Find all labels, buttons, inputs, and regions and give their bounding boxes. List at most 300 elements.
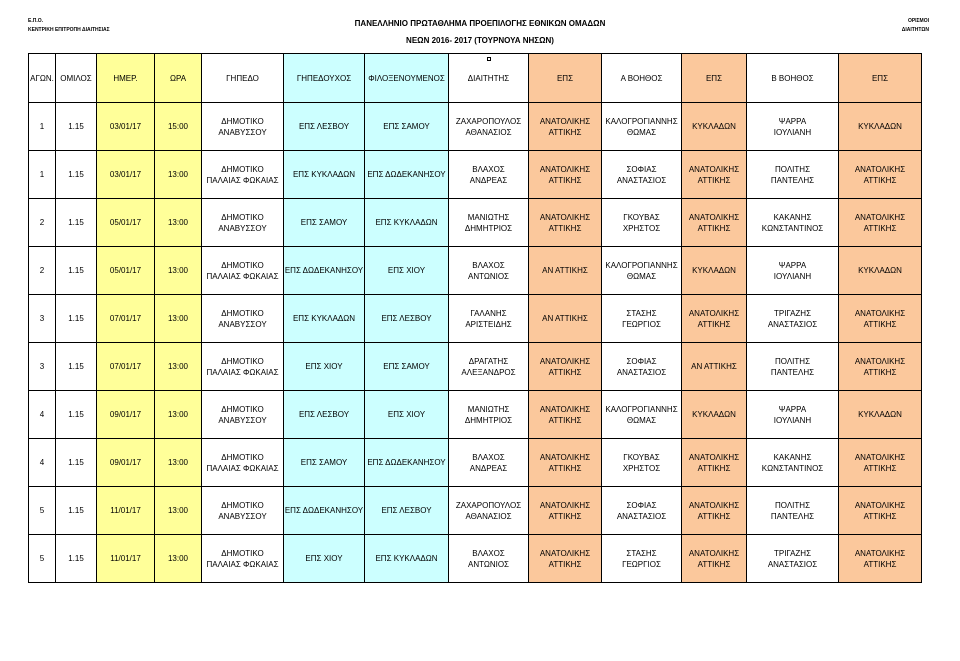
committee-name: ΚΕΝΤΡΙΚΗ ΕΠΙΤΡΟΠΗ ΔΙΑΙΤΗΣΙΑΣ [28, 27, 110, 33]
cell-referee-line: ΒΛΑΧΟΣ [472, 164, 505, 174]
cell-assistant-a-line: ΣΤΑΣΗΣ [626, 308, 657, 318]
cell-time: 13:00 [155, 247, 202, 295]
cell-eps-assistant-a-line: ΑΝ ΑΤΤΙΚΗΣ [691, 362, 737, 371]
cell-venue-line: ΑΝΑΒΥΣΣΟΥ [218, 511, 267, 521]
cell-eps-assistant-a-line: ΑΤΤΙΚΗΣ [697, 511, 731, 521]
cell-assistant-a-line: ΚΑΛΟΓΡΟΓΙΑΝΝΗΣ [605, 260, 678, 270]
cell-eps-referee-line: ΑΝΑΤΟΛΙΚΗΣ [539, 212, 591, 222]
cell-home-team-line: ΕΠΣ ΛΕΣΒΟΥ [298, 122, 350, 131]
cell-eps-assistant-b [839, 295, 922, 343]
cell-date: 03/01/17 [97, 151, 155, 199]
cell-eps-referee-line: ΑΤΤΙΚΗΣ [548, 415, 582, 425]
cell-referee-line: ΔΗΜΗΤΡΙΟΣ [464, 415, 513, 425]
cell-eps-assistant-b-line: ΚΥΚΛΑΔΩΝ [858, 122, 902, 131]
cell-eps-assistant-a-line: ΑΝΑΤΟΛΙΚΗΣ [688, 308, 740, 318]
cell-assistant-a-line: ΣΟΦΙΑΣ [626, 500, 657, 510]
cell-eps-assistant-b [839, 199, 922, 247]
cell-assistant-b [747, 103, 839, 151]
cell-assistant-b [747, 199, 839, 247]
cell-venue [202, 247, 284, 295]
cell-eps-referee-line: ΑΤΤΙΚΗΣ [548, 367, 582, 377]
cell-date: 07/01/17 [97, 343, 155, 391]
header-venue: ΓΗΠΕΔΟ [202, 54, 284, 103]
cell-assistant-b [747, 487, 839, 535]
cell-venue-line: ΔΗΜΟΤΙΚΟ [221, 356, 264, 366]
cell-referee [449, 247, 529, 295]
cell-assistant-b-line: ΠΟΛΙΤΗΣ [774, 356, 811, 366]
cell-assistant-b-line: ΠΟΛΙΤΗΣ [774, 500, 811, 510]
table-row [29, 151, 922, 199]
cell-away-team-line: ΕΠΣ ΔΩΔΕΚΑΝΗΣΟΥ [367, 170, 446, 179]
cell-round: 3 [29, 295, 56, 343]
header-eps-assistant-b: ΕΠΣ [839, 54, 922, 103]
document-subtitle: ΝΕΩΝ 2016- 2017 (ΤΟΥΡΝΟΥΑ ΝΗΣΩΝ) [406, 36, 554, 45]
cell-time: 13:00 [155, 199, 202, 247]
cell-group: 1.15 [56, 103, 97, 151]
cell-eps-referee [529, 343, 602, 391]
table-row [29, 487, 922, 535]
cell-away-team [365, 199, 449, 247]
cell-eps-referee [529, 295, 602, 343]
header-right-line1: ΟΡΙΣΜΟΙ [907, 18, 929, 24]
document-title: ΠΑΝΕΛΛΗΝΙΟ ΠΡΩΤΑΘΛΗΜΑ ΠΡΟΕΠΙΛΟΓΗΣ ΕΘΝΙΚΩΝ ΟΜΑΔΩΝ [354, 19, 606, 28]
cell-venue [202, 295, 284, 343]
cell-assistant-a-line: ΓΚΟΥΒΑΣ [623, 212, 660, 222]
cell-round: 5 [29, 487, 56, 535]
cell-venue-line: ΑΝΑΒΥΣΣΟΥ [218, 319, 267, 329]
cell-eps-assistant-a-line: ΑΝΑΤΟΛΙΚΗΣ [688, 164, 740, 174]
cell-home-team [284, 247, 365, 295]
cell-group: 1.15 [56, 151, 97, 199]
cell-eps-assistant-a-line: ΚΥΚΛΑΔΩΝ [692, 266, 736, 275]
cell-assistant-a-line: ΧΡΗΣΤΟΣ [622, 463, 661, 473]
cell-eps-referee-line: ΑΤΤΙΚΗΣ [548, 175, 582, 185]
cell-eps-assistant-b-line: ΚΥΚΛΑΔΩΝ [858, 410, 902, 419]
cell-referee-line: ΑΝΤΩΝΙΟΣ [467, 559, 509, 569]
cell-home-team [284, 439, 365, 487]
cell-round: 4 [29, 391, 56, 439]
cell-venue-line: ΔΗΜΟΤΙΚΟ [221, 116, 264, 126]
cell-venue [202, 391, 284, 439]
cell-venue-line: ΔΗΜΟΤΙΚΟ [221, 548, 264, 558]
cell-assistant-a [602, 247, 682, 295]
schedule-table [28, 53, 922, 583]
header-time: ΩΡΑ [155, 54, 202, 103]
cell-eps-assistant-a [682, 343, 747, 391]
cell-assistant-a-line: ΣΟΦΙΑΣ [626, 164, 657, 174]
cell-assistant-b-line: ΚΩΝΣΤΑΝΤΙΝΟΣ [761, 463, 824, 473]
cell-assistant-a-line: ΓΕΩΡΓΙΟΣ [622, 319, 661, 329]
header-eps-assistant-a: ΕΠΣ [682, 54, 747, 103]
cell-venue [202, 151, 284, 199]
cell-date: 09/01/17 [97, 439, 155, 487]
cell-eps-assistant-b-line: ΚΥΚΛΑΔΩΝ [858, 266, 902, 275]
cell-referee [449, 391, 529, 439]
cell-eps-assistant-a-line: ΚΥΚΛΑΔΩΝ [692, 410, 736, 419]
cell-eps-assistant-a-line: ΑΤΤΙΚΗΣ [697, 463, 731, 473]
cell-referee [449, 439, 529, 487]
cell-assistant-b-line: ΙΟΥΛΙΑΝΗ [773, 127, 812, 137]
cell-venue [202, 535, 284, 583]
cell-home-team-line: ΕΠΣ ΚΥΚΛΑΔΩΝ [292, 170, 356, 179]
cell-referee [449, 535, 529, 583]
cell-time: 13:00 [155, 487, 202, 535]
cell-assistant-a-line: ΓΕΩΡΓΙΟΣ [622, 559, 661, 569]
cell-round: 1 [29, 151, 56, 199]
cell-away-team-line: ΕΠΣ ΧΙΟΥ [387, 410, 426, 419]
cell-referee [449, 343, 529, 391]
cell-home-team-line: ΕΠΣ ΣΑΜΟΥ [300, 218, 348, 227]
cell-eps-referee-line: ΑΤΤΙΚΗΣ [548, 511, 582, 521]
cell-eps-referee [529, 103, 602, 151]
cell-assistant-a-line: ΚΑΛΟΓΡΟΓΙΑΝΝΗΣ [605, 116, 678, 126]
cell-home-team [284, 151, 365, 199]
cell-eps-referee [529, 391, 602, 439]
cell-away-team-line: ΕΠΣ ΛΕΣΒΟΥ [381, 314, 432, 323]
cell-eps-assistant-b [839, 343, 922, 391]
cell-eps-referee-line: ΑΤΤΙΚΗΣ [548, 223, 582, 233]
header-referee [449, 54, 529, 103]
cell-date: 07/01/17 [97, 295, 155, 343]
header-assistant-b: Β ΒΟΗΘΟΣ [747, 54, 839, 103]
cell-venue-line: ΠΑΛΑΙΑΣ ΦΩΚΑΙΑΣ [206, 559, 279, 569]
cell-eps-assistant-a [682, 487, 747, 535]
cell-eps-assistant-b-line: ΑΝΑΤΟΛΙΚΗΣ [854, 212, 906, 222]
cell-assistant-b [747, 439, 839, 487]
cell-referee [449, 487, 529, 535]
cell-referee-line: ΜΑΝΙΩΤΗΣ [467, 404, 510, 414]
cell-round: 5 [29, 535, 56, 583]
cell-eps-assistant-b [839, 439, 922, 487]
cell-eps-referee-line: ΑΤΤΙΚΗΣ [548, 463, 582, 473]
cell-home-team [284, 295, 365, 343]
cell-eps-referee-line: ΑΝΑΤΟΛΙΚΗΣ [539, 116, 591, 126]
cell-referee-line: ΔΗΜΗΤΡΙΟΣ [464, 223, 513, 233]
cell-assistant-a [602, 103, 682, 151]
cell-eps-assistant-a-line: ΑΤΤΙΚΗΣ [697, 319, 731, 329]
cell-time: 13:00 [155, 535, 202, 583]
cell-eps-referee-line: ΑΤΤΙΚΗΣ [548, 127, 582, 137]
cell-away-team [365, 247, 449, 295]
cell-venue [202, 439, 284, 487]
cell-date: 11/01/17 [97, 487, 155, 535]
cell-venue-line: ΔΗΜΟΤΙΚΟ [221, 404, 264, 414]
cell-time: 15:00 [155, 103, 202, 151]
cell-assistant-b-line: ΠΟΛΙΤΗΣ [774, 164, 811, 174]
cell-home-team-line: ΕΠΣ ΧΙΟΥ [305, 362, 343, 371]
cell-assistant-a-line: ΑΝΑΣΤΑΣΙΟΣ [616, 175, 667, 185]
cell-eps-assistant-b-line: ΑΤΤΙΚΗΣ [863, 223, 897, 233]
header-round: ΑΓΩΝ. [29, 54, 56, 103]
cell-time: 13:00 [155, 151, 202, 199]
cell-assistant-b [747, 151, 839, 199]
cell-eps-assistant-a [682, 151, 747, 199]
table-row [29, 535, 922, 583]
cell-referee-line: ΜΑΝΙΩΤΗΣ [467, 212, 510, 222]
cell-away-team-line: ΕΠΣ ΚΥΚΛΑΔΩΝ [375, 218, 438, 227]
cell-venue-line: ΠΑΛΑΙΑΣ ΦΩΚΑΙΑΣ [206, 367, 279, 377]
cell-referee-line: ΑΡΙΣΤΕΙΔΗΣ [465, 319, 512, 329]
cell-assistant-b-line: ΠΑΝΤΕΛΗΣ [770, 175, 815, 185]
cell-round: 2 [29, 247, 56, 295]
cell-venue-line: ΔΗΜΟΤΙΚΟ [221, 260, 264, 270]
cell-date: 09/01/17 [97, 391, 155, 439]
cell-round: 3 [29, 343, 56, 391]
cell-assistant-a [602, 391, 682, 439]
cell-referee-line: ΑΝΔΡΕΑΣ [469, 175, 508, 185]
cell-eps-referee-line: ΑΝΑΤΟΛΙΚΗΣ [539, 356, 591, 366]
cell-assistant-b-line: ΑΝΑΣΤΑΣΙΟΣ [767, 559, 818, 569]
cell-home-team [284, 199, 365, 247]
cell-assistant-b [747, 391, 839, 439]
cell-venue-line: ΑΝΑΒΥΣΣΟΥ [218, 415, 267, 425]
cell-venue-line: ΔΗΜΟΤΙΚΟ [221, 308, 264, 318]
cell-home-team-line: ΕΠΣ ΛΕΣΒΟΥ [298, 410, 350, 419]
cell-group: 1.15 [56, 487, 97, 535]
cell-assistant-a [602, 343, 682, 391]
cell-eps-referee-line: ΑΝΑΤΟΛΙΚΗΣ [539, 404, 591, 414]
cell-away-team [365, 487, 449, 535]
table-row [29, 199, 922, 247]
cell-home-team [284, 535, 365, 583]
cell-round: 4 [29, 439, 56, 487]
cell-eps-assistant-a [682, 391, 747, 439]
cell-assistant-b-line: ΚΑΚΑΝΗΣ [773, 452, 812, 462]
cell-venue-line: ΔΗΜΟΤΙΚΟ [221, 452, 264, 462]
cell-referee-line: ΒΛΑΧΟΣ [472, 260, 505, 270]
table-row [29, 295, 922, 343]
cell-round: 2 [29, 199, 56, 247]
cell-eps-referee-line: ΑΝΑΤΟΛΙΚΗΣ [539, 548, 591, 558]
cell-eps-assistant-b [839, 391, 922, 439]
cell-assistant-b-line: ΠΑΝΤΕΛΗΣ [770, 367, 815, 377]
cell-venue-line: ΠΑΛΑΙΑΣ ΦΩΚΑΙΑΣ [206, 463, 279, 473]
cell-away-team-line: ΕΠΣ ΚΥΚΛΑΔΩΝ [375, 554, 438, 563]
cell-away-team [365, 295, 449, 343]
header-group: ΟΜΙΛΟΣ [56, 54, 97, 103]
cell-group: 1.15 [56, 439, 97, 487]
cell-referee-line: ΔΡΑΓΑΤΗΣ [468, 356, 509, 366]
cell-assistant-a [602, 295, 682, 343]
cell-assistant-a-line: ΘΩΜΑΣ [626, 271, 657, 281]
header-right-line2: ΔΙΑΙΤΗΤΩΝ [901, 27, 929, 33]
cell-assistant-a-line: ΑΝΑΣΤΑΣΙΟΣ [616, 511, 667, 521]
cell-home-team [284, 487, 365, 535]
cell-eps-assistant-b-line: ΑΤΤΙΚΗΣ [863, 559, 897, 569]
cell-assistant-b-line: ΠΑΝΤΕΛΗΣ [770, 511, 815, 521]
cell-group: 1.15 [56, 247, 97, 295]
cell-date: 03/01/17 [97, 103, 155, 151]
cell-venue [202, 103, 284, 151]
cell-venue-line: ΑΝΑΒΥΣΣΟΥ [218, 127, 267, 137]
cell-group: 1.15 [56, 535, 97, 583]
cell-group: 1.15 [56, 199, 97, 247]
cell-eps-assistant-a-line: ΑΤΤΙΚΗΣ [697, 175, 731, 185]
cell-referee-line: ΑΘΑΝΑΣΙΟΣ [465, 127, 512, 137]
org-abbreviation: Ε.Π.Ο. [28, 18, 44, 24]
cell-away-team-line: ΕΠΣ ΧΙΟΥ [387, 266, 426, 275]
cell-assistant-b-line: ΤΡΙΓΑΖΗΣ [773, 308, 812, 318]
cell-eps-assistant-b-line: ΑΝΑΤΟΛΙΚΗΣ [854, 164, 906, 174]
cell-assistant-b [747, 343, 839, 391]
cell-assistant-b [747, 295, 839, 343]
cell-eps-referee-line: ΑΝ ΑΤΤΙΚΗΣ [542, 266, 588, 275]
cell-eps-assistant-a-line: ΑΝΑΤΟΛΙΚΗΣ [688, 212, 740, 222]
cell-referee-line: ΑΛΕΞΑΝΔΡΟΣ [461, 367, 516, 377]
cell-assistant-b-line: ΙΟΥΛΙΑΝΗ [773, 271, 812, 281]
cell-eps-assistant-b [839, 487, 922, 535]
cell-time: 13:00 [155, 391, 202, 439]
cell-group: 1.15 [56, 391, 97, 439]
table-row [29, 247, 922, 295]
cell-home-team [284, 391, 365, 439]
cell-round: 1 [29, 103, 56, 151]
cell-assistant-b-line: ΚΑΚΑΝΗΣ [773, 212, 812, 222]
cell-eps-referee [529, 487, 602, 535]
cell-eps-assistant-b-line: ΑΤΤΙΚΗΣ [863, 511, 897, 521]
cell-group: 1.15 [56, 295, 97, 343]
cell-eps-referee-line: ΑΝΑΤΟΛΙΚΗΣ [539, 164, 591, 174]
cell-venue-line: ΠΑΛΑΙΑΣ ΦΩΚΑΙΑΣ [206, 271, 279, 281]
cell-away-team [365, 535, 449, 583]
cell-assistant-b-line: ΑΝΑΣΤΑΣΙΟΣ [767, 319, 818, 329]
cell-assistant-a [602, 439, 682, 487]
cell-eps-referee-line: ΑΝ ΑΤΤΙΚΗΣ [542, 314, 588, 323]
cell-eps-assistant-b-line: ΑΝΑΤΟΛΙΚΗΣ [854, 548, 906, 558]
cell-eps-assistant-a [682, 439, 747, 487]
cell-referee-line: ΒΛΑΧΟΣ [472, 548, 505, 558]
cell-eps-assistant-b [839, 151, 922, 199]
cell-eps-assistant-b-line: ΑΝΑΤΟΛΙΚΗΣ [854, 452, 906, 462]
cell-assistant-a-line: ΓΚΟΥΒΑΣ [623, 452, 660, 462]
cell-home-team [284, 343, 365, 391]
cell-referee [449, 199, 529, 247]
cell-eps-assistant-b-line: ΑΝΑΤΟΛΙΚΗΣ [854, 356, 906, 366]
cell-eps-assistant-b [839, 247, 922, 295]
cell-away-team [365, 103, 449, 151]
cell-assistant-a-line: ΑΝΑΣΤΑΣΙΟΣ [616, 367, 667, 377]
cell-eps-assistant-b-line: ΑΝΑΤΟΛΙΚΗΣ [854, 500, 906, 510]
cell-eps-referee [529, 199, 602, 247]
cell-date: 05/01/17 [97, 199, 155, 247]
cell-eps-referee-line: ΑΝΑΤΟΛΙΚΗΣ [539, 452, 591, 462]
header-right [902, 17, 929, 35]
cell-away-team [365, 439, 449, 487]
table-row [29, 391, 922, 439]
header-eps-referee: ΕΠΣ [529, 54, 602, 103]
cell-eps-referee-line: ΑΤΤΙΚΗΣ [548, 559, 582, 569]
cell-assistant-a [602, 199, 682, 247]
cell-eps-assistant-b [839, 103, 922, 151]
cell-eps-assistant-a-line: ΑΤΤΙΚΗΣ [697, 559, 731, 569]
table-row [29, 103, 922, 151]
table-row [29, 439, 922, 487]
cell-eps-assistant-a [682, 295, 747, 343]
cell-venue-line: ΔΗΜΟΤΙΚΟ [221, 500, 264, 510]
cell-eps-referee [529, 151, 602, 199]
cell-eps-assistant-a-line: ΑΝΑΤΟΛΙΚΗΣ [688, 500, 740, 510]
cell-eps-assistant-a [682, 535, 747, 583]
cell-time: 13:00 [155, 343, 202, 391]
cell-assistant-a-line: ΘΩΜΑΣ [626, 127, 657, 137]
header-referee-label: ΔΙΑΙΤΗΤΗΣ [467, 73, 510, 83]
cell-eps-assistant-b-line: ΑΤΤΙΚΗΣ [863, 175, 897, 185]
cell-referee [449, 151, 529, 199]
cell-assistant-a [602, 151, 682, 199]
cell-venue-line: ΠΑΛΑΙΑΣ ΦΩΚΑΙΑΣ [206, 175, 279, 185]
cell-venue [202, 487, 284, 535]
cell-assistant-a-line: ΚΑΛΟΓΡΟΓΙΑΝΝΗΣ [605, 404, 678, 414]
cell-away-team-line: ΕΠΣ ΛΕΣΒΟΥ [381, 506, 432, 515]
cell-date: 05/01/17 [97, 247, 155, 295]
cell-assistant-b-line: ΚΩΝΣΤΑΝΤΙΝΟΣ [761, 223, 824, 233]
cell-assistant-a-line: ΧΡΗΣΤΟΣ [622, 223, 661, 233]
cell-eps-referee [529, 439, 602, 487]
table-header-row [29, 54, 922, 103]
cell-eps-assistant-a [682, 247, 747, 295]
cell-eps-assistant-a-line: ΑΝΑΤΟΛΙΚΗΣ [688, 452, 740, 462]
cell-away-team-line: ΕΠΣ ΔΩΔΕΚΑΝΗΣΟΥ [367, 458, 446, 467]
cell-assistant-b [747, 535, 839, 583]
cell-referee-line: ΑΘΑΝΑΣΙΟΣ [465, 511, 512, 521]
cell-referee-line: ΖΑΧΑΡΟΠΟΥΛΟΣ [455, 500, 522, 510]
cell-assistant-a-line: ΣΤΑΣΗΣ [626, 548, 657, 558]
cell-home-team-line: ΕΠΣ ΚΥΚΛΑΔΩΝ [292, 314, 356, 323]
cell-venue [202, 343, 284, 391]
cell-venue-line: ΑΝΑΒΥΣΣΟΥ [218, 223, 267, 233]
cell-eps-referee [529, 535, 602, 583]
cell-away-team [365, 391, 449, 439]
cell-away-team [365, 343, 449, 391]
cell-referee-line: ΒΛΑΧΟΣ [472, 452, 505, 462]
cell-home-team-line: ΕΠΣ ΔΩΔΕΚΑΝΗΣΟΥ [284, 506, 364, 515]
cell-away-team-line: ΕΠΣ ΣΑΜΟΥ [383, 362, 430, 371]
cell-venue [202, 199, 284, 247]
cell-referee-line: ΖΑΧΑΡΟΠΟΥΛΟΣ [455, 116, 522, 126]
cell-home-team-line: ΕΠΣ ΧΙΟΥ [305, 554, 343, 563]
header-date: ΗΜΕΡ. [97, 54, 155, 103]
cell-referee-line: ΑΝΤΩΝΙΟΣ [467, 271, 509, 281]
cell-venue-line: ΔΗΜΟΤΙΚΟ [221, 212, 264, 222]
cell-time: 13:00 [155, 295, 202, 343]
cell-assistant-b-line: ΨΑΡΡΑ [778, 404, 807, 414]
cell-eps-assistant-a [682, 199, 747, 247]
cell-referee [449, 103, 529, 151]
cell-eps-assistant-b-line: ΑΤΤΙΚΗΣ [863, 463, 897, 473]
header-home-team: ΓΗΠΕΔΟΥΧΟΣ [284, 54, 365, 103]
header-assistant-a: Α ΒΟΗΘΟΣ [602, 54, 682, 103]
cell-group: 1.15 [56, 343, 97, 391]
cell-away-team-line: ΕΠΣ ΣΑΜΟΥ [383, 122, 430, 131]
cell-time: 13:00 [155, 439, 202, 487]
cell-eps-assistant-a-line: ΑΝΑΤΟΛΙΚΗΣ [688, 548, 740, 558]
cell-eps-assistant-b-line: ΑΤΤΙΚΗΣ [863, 367, 897, 377]
cell-assistant-b-line: ΨΑΡΡΑ [778, 116, 807, 126]
cell-eps-assistant-a-line: ΚΥΚΛΑΔΩΝ [692, 122, 736, 131]
cell-venue-line: ΔΗΜΟΤΙΚΟ [221, 164, 264, 174]
cell-eps-assistant-b-line: ΑΝΑΤΟΛΙΚΗΣ [854, 308, 906, 318]
cell-assistant-a [602, 487, 682, 535]
cell-eps-assistant-a-line: ΑΤΤΙΚΗΣ [697, 223, 731, 233]
cell-eps-referee [529, 247, 602, 295]
cell-home-team [284, 103, 365, 151]
cell-assistant-b-line: ΨΑΡΡΑ [778, 260, 807, 270]
cell-assistant-a-line: ΣΟΦΙΑΣ [626, 356, 657, 366]
cell-date: 11/01/17 [97, 535, 155, 583]
cell-referee-line: ΓΑΛΑΝΗΣ [470, 308, 507, 318]
header-away-team: ΦΙΛΟΞΕΝΟΥΜΕΝΟΣ [365, 54, 449, 103]
cell-eps-assistant-b [839, 535, 922, 583]
